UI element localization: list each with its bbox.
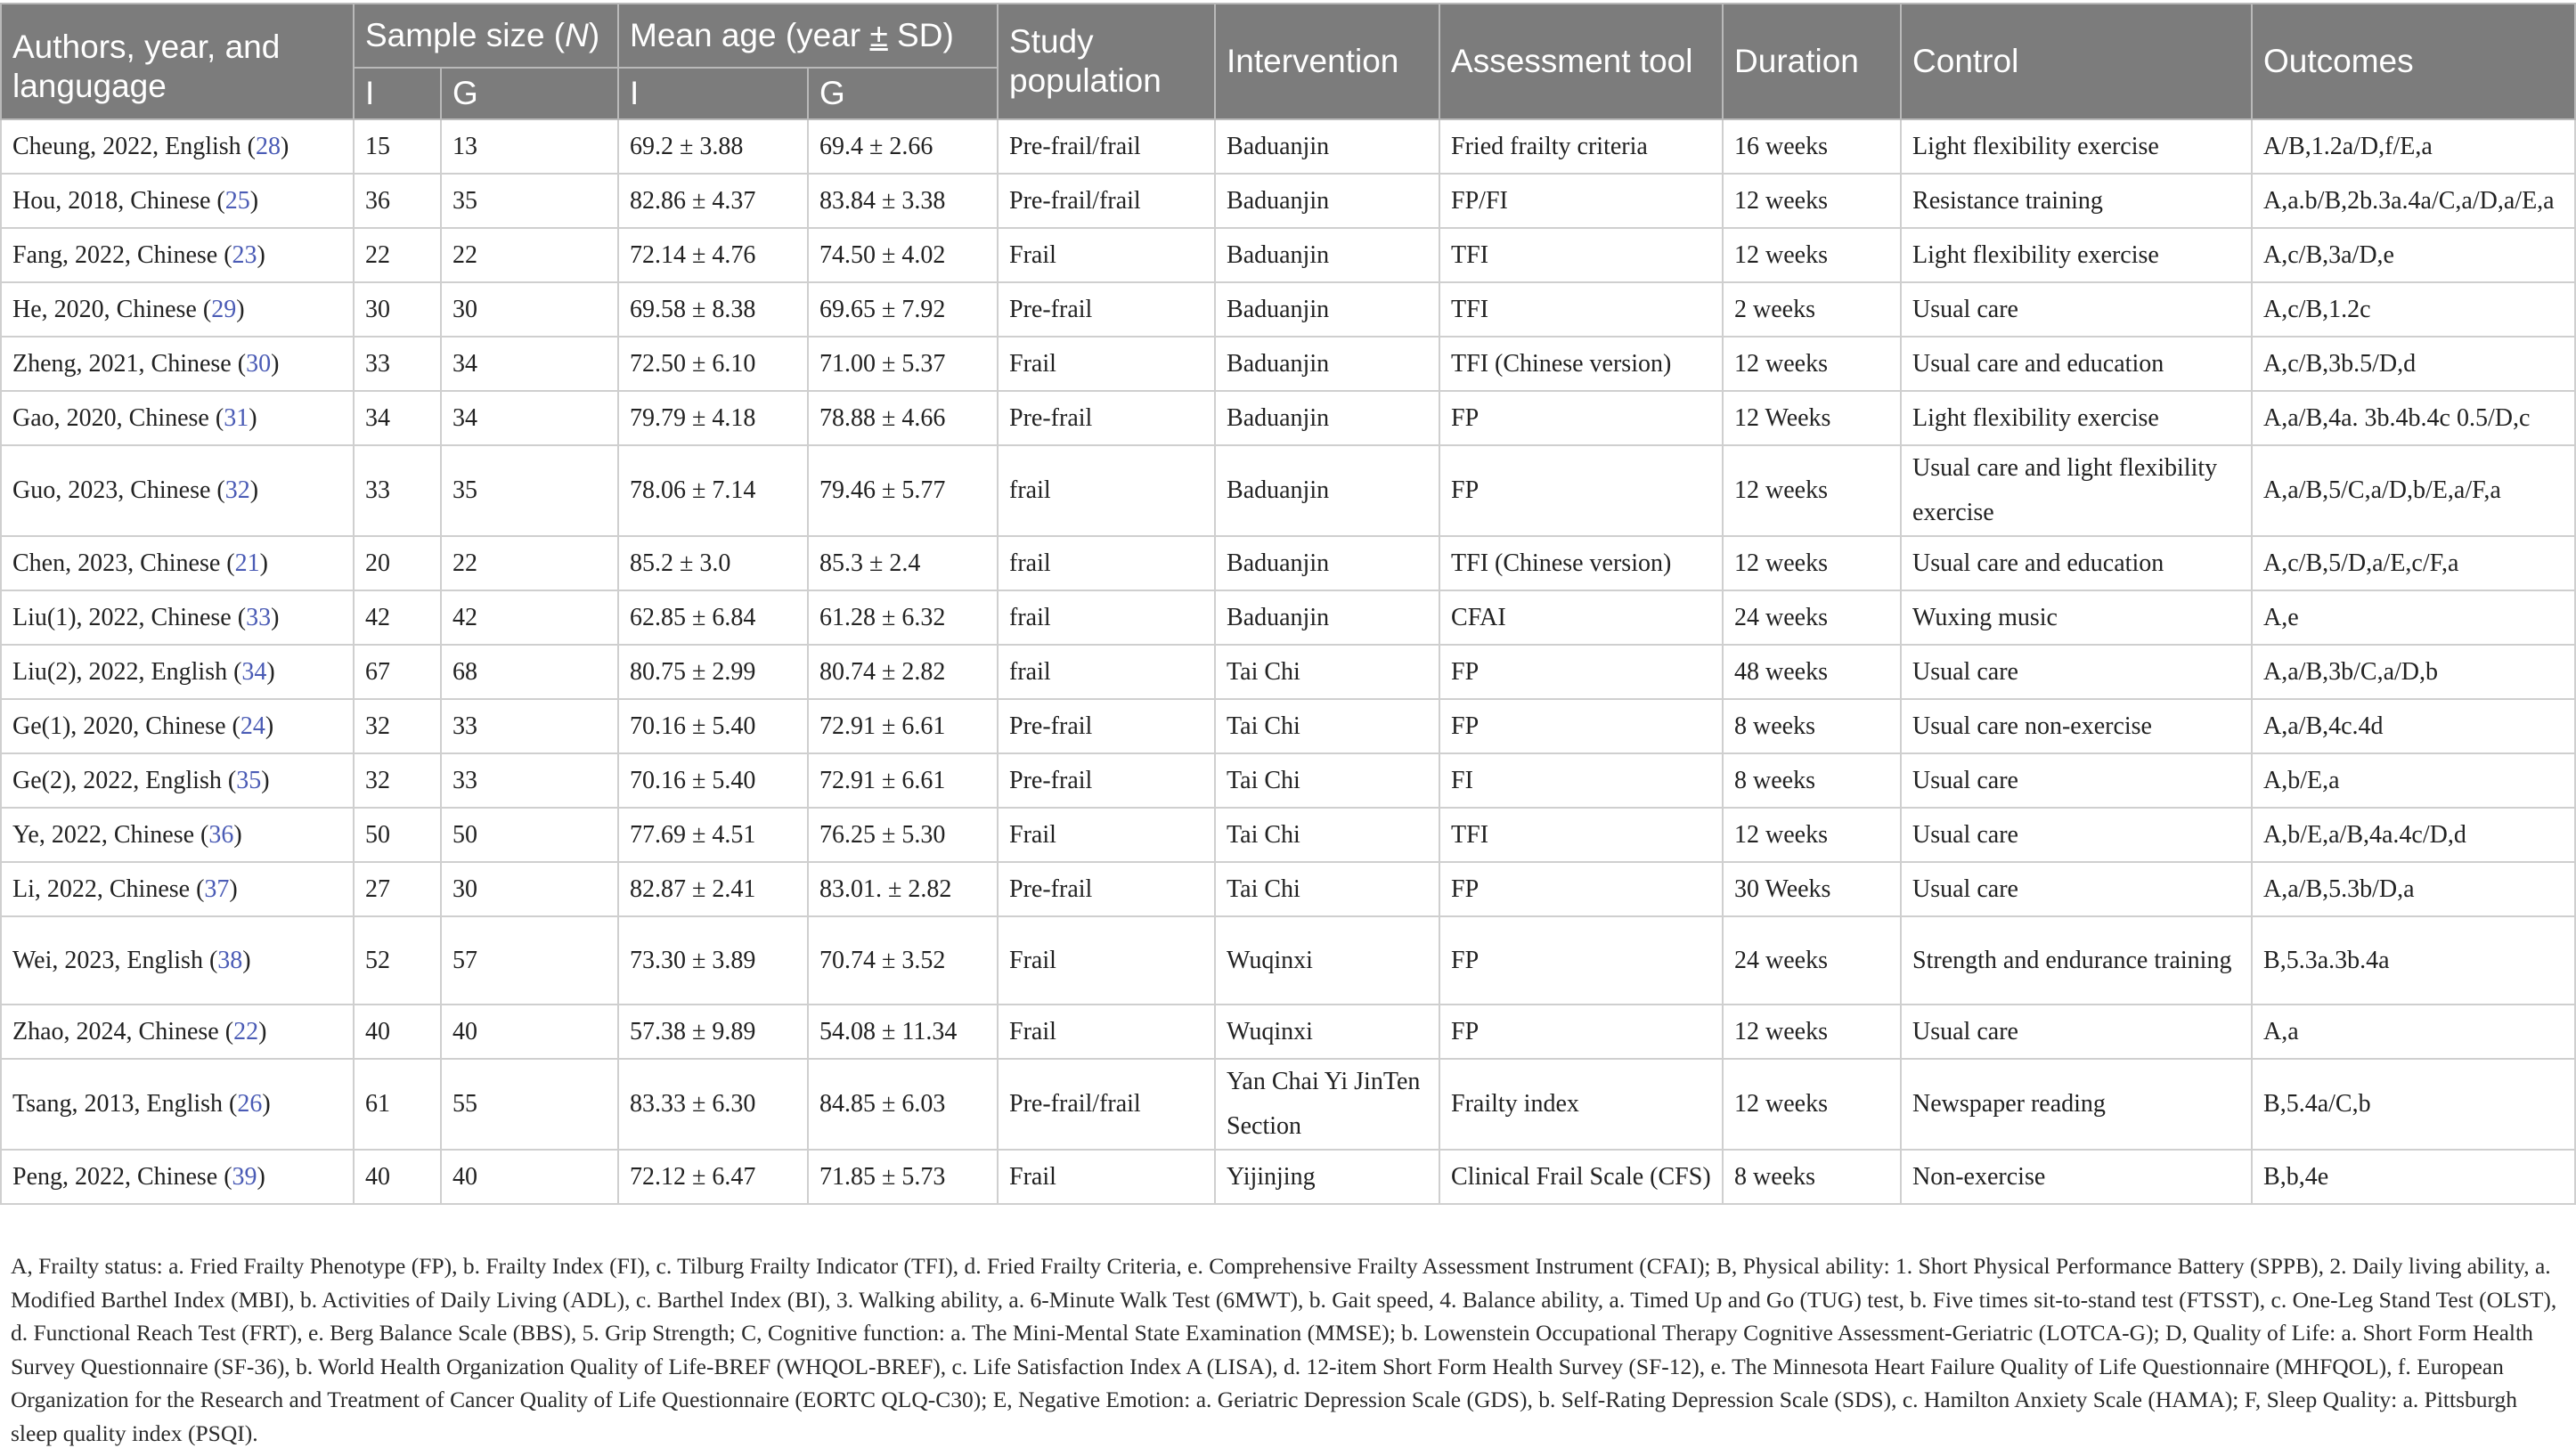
cell-author: Hou, 2018, Chinese (25) (1, 174, 354, 228)
reference-link[interactable]: 36 (208, 820, 234, 849)
cell-outcomes: A/B,1.2a/D,f/E,a (2252, 119, 2575, 174)
header-sample-size-suffix: ) (588, 17, 600, 53)
cell-age-control: 71.85 ± 5.73 (808, 1150, 998, 1204)
cell-age-intervention: 70.16 ± 5.40 (618, 699, 808, 753)
cell-duration: 12 weeks (1723, 1059, 1901, 1150)
cell-assessment-tool: TFI (Chinese version) (1439, 337, 1723, 391)
table-row (1, 916, 2575, 1005)
cell-n-intervention: 20 (354, 536, 441, 590)
cell-duration: 8 weeks (1723, 699, 1901, 753)
cell-age-intervention: 57.38 ± 9.89 (618, 1005, 808, 1059)
cell-control: Usual care and education (1901, 337, 2252, 391)
cell-author: Liu(1), 2022, Chinese (33) (1, 590, 354, 645)
cell-population: frail (998, 536, 1215, 590)
cell-author: Zhao, 2024, Chinese (22) (1, 1005, 354, 1059)
table-row (1, 337, 2575, 391)
cell-control: Usual care non-exercise (1901, 699, 2252, 753)
cell-assessment-tool: TFI (Chinese version) (1439, 536, 1723, 590)
cell-control: Usual care (1901, 862, 2252, 916)
header-sub-g-age: G (808, 68, 998, 119)
table-row (1, 445, 2575, 536)
reference-link[interactable]: 33 (246, 603, 272, 631)
cell-outcomes: A,a/B,4c.4d (2252, 699, 2575, 753)
cell-age-intervention: 72.50 ± 6.10 (618, 337, 808, 391)
cell-duration: 12 weeks (1723, 337, 1901, 391)
cell-age-intervention: 62.85 ± 6.84 (618, 590, 808, 645)
cell-n-control: 40 (441, 1150, 618, 1204)
cell-population: Frail (998, 1005, 1215, 1059)
cell-n-intervention: 33 (354, 445, 441, 536)
cell-population: Pre-frail (998, 753, 1215, 808)
cell-n-intervention: 15 (354, 119, 441, 174)
author-text: Li, 2022, Chinese ( (12, 874, 205, 903)
cell-population: Pre-frail/frail (998, 174, 1215, 228)
cell-control: Newspaper reading (1901, 1059, 2252, 1150)
cell-age-control: 70.74 ± 3.52 (808, 916, 998, 1005)
cell-assessment-tool: FP (1439, 445, 1723, 536)
cell-author: Li, 2022, Chinese (37) (1, 862, 354, 916)
cell-age-control: 74.50 ± 4.02 (808, 228, 998, 282)
cell-outcomes: A,a/B,5.3b/D,a (2252, 862, 2575, 916)
header-mean-age (618, 4, 998, 68)
cell-n-intervention: 36 (354, 174, 441, 228)
cell-n-control: 22 (441, 228, 618, 282)
author-text: Hou, 2018, Chinese ( (12, 186, 225, 215)
table-row (1, 645, 2575, 699)
cell-outcomes: A,c/B,3a/D,e (2252, 228, 2575, 282)
author-text: Cheung, 2022, English ( (12, 132, 256, 160)
cell-assessment-tool: TFI (1439, 282, 1723, 337)
cell-assessment-tool: FP (1439, 391, 1723, 445)
reference-link[interactable]: 31 (224, 403, 249, 432)
cell-control: Usual care (1901, 282, 2252, 337)
cell-intervention: Baduanjin (1215, 282, 1439, 337)
header-intervention: Intervention (1215, 4, 1439, 119)
cell-outcomes: A,e (2252, 590, 2575, 645)
cell-age-control: 83.01. ± 2.82 (808, 862, 998, 916)
cell-duration: 2 weeks (1723, 282, 1901, 337)
header-sample-size (354, 4, 618, 68)
cell-age-intervention: 82.86 ± 4.37 (618, 174, 808, 228)
cell-n-control: 34 (441, 391, 618, 445)
cell-assessment-tool: Frailty index (1439, 1059, 1723, 1150)
cell-n-control: 22 (441, 536, 618, 590)
cell-n-control: 40 (441, 1005, 618, 1059)
cell-population: Frail (998, 337, 1215, 391)
cell-author: Cheung, 2022, English (28) (1, 119, 354, 174)
cell-assessment-tool: Clinical Frail Scale (CFS) (1439, 1150, 1723, 1204)
cell-control: Strength and endurance training (1901, 916, 2252, 1005)
cell-population: Pre-frail (998, 282, 1215, 337)
cell-assessment-tool: FP (1439, 699, 1723, 753)
table-row (1, 228, 2575, 282)
header-sample-size-n: N (565, 17, 589, 53)
cell-n-intervention: 34 (354, 391, 441, 445)
author-text: Guo, 2023, Chinese ( (12, 476, 225, 504)
cell-age-control: 80.74 ± 2.82 (808, 645, 998, 699)
reference-link[interactable]: 28 (256, 132, 281, 160)
cell-age-control: 69.4 ± 2.66 (808, 119, 998, 174)
author-text: Gao, 2020, Chinese ( (12, 403, 224, 432)
reference-link[interactable]: 30 (246, 349, 272, 378)
cell-assessment-tool: FP (1439, 862, 1723, 916)
cell-outcomes: A,c/B,3b.5/D,d (2252, 337, 2575, 391)
cell-outcomes: B,5.4a/C,b (2252, 1059, 2575, 1150)
cell-control: Usual care and light flexibility exercise (1901, 445, 2252, 536)
reference-link[interactable]: 34 (241, 657, 267, 686)
cell-author: Peng, 2022, Chinese (39) (1, 1150, 354, 1204)
cell-n-control: 13 (441, 119, 618, 174)
cell-control: Usual care (1901, 808, 2252, 862)
cell-n-control: 50 (441, 808, 618, 862)
cell-population: Pre-frail (998, 699, 1215, 753)
author-text: Zheng, 2021, Chinese ( (12, 349, 247, 378)
author-text: Peng, 2022, Chinese ( (12, 1162, 232, 1191)
cell-age-control: 85.3 ± 2.4 (808, 536, 998, 590)
cell-age-intervention: 72.12 ± 6.47 (618, 1150, 808, 1204)
table-row (1, 808, 2575, 862)
cell-age-intervention: 73.30 ± 3.89 (618, 916, 808, 1005)
table-body (1, 119, 2575, 1204)
cell-intervention: Tai Chi (1215, 699, 1439, 753)
cell-n-control: 33 (441, 753, 618, 808)
cell-duration: 12 weeks (1723, 536, 1901, 590)
cell-outcomes: A,c/B,5/D,a/E,c/F,a (2252, 536, 2575, 590)
author-text: Ge(2), 2022, English ( (12, 766, 237, 794)
cell-intervention: Tai Chi (1215, 862, 1439, 916)
cell-control: Light flexibility exercise (1901, 228, 2252, 282)
author-text: Liu(2), 2022, English ( (12, 657, 242, 686)
reference-link[interactable]: 24 (240, 712, 265, 740)
cell-age-intervention: 78.06 ± 7.14 (618, 445, 808, 536)
cell-author: Wei, 2023, English (38) (1, 916, 354, 1005)
reference-link[interactable]: 21 (234, 549, 260, 577)
author-text: Zhao, 2024, Chinese ( (12, 1017, 234, 1045)
cell-intervention: Baduanjin (1215, 391, 1439, 445)
table-row (1, 536, 2575, 590)
cell-control: Resistance training (1901, 174, 2252, 228)
cell-age-control: 78.88 ± 4.66 (808, 391, 998, 445)
cell-age-intervention: 69.58 ± 8.38 (618, 282, 808, 337)
author-text: He, 2020, Chinese ( (12, 295, 212, 323)
table-row (1, 753, 2575, 808)
cell-intervention: Yan Chai Yi JinTen Section (1215, 1059, 1439, 1150)
header-authors: Authors, year, and langugage (1, 4, 354, 119)
cell-author: Gao, 2020, Chinese (31) (1, 391, 354, 445)
cell-n-control: 68 (441, 645, 618, 699)
cell-assessment-tool: FP (1439, 1005, 1723, 1059)
cell-n-control: 30 (441, 282, 618, 337)
cell-assessment-tool: TFI (1439, 228, 1723, 282)
cell-n-intervention: 33 (354, 337, 441, 391)
cell-intervention: Baduanjin (1215, 590, 1439, 645)
cell-author: Ge(2), 2022, English (35) (1, 753, 354, 808)
cell-duration: 8 weeks (1723, 1150, 1901, 1204)
cell-outcomes: A,a/B,4a. 3b.4b.4c 0.5/D,c (2252, 391, 2575, 445)
cell-control: Usual care and education (1901, 536, 2252, 590)
cell-assessment-tool: FP (1439, 916, 1723, 1005)
cell-author: He, 2020, Chinese (29) (1, 282, 354, 337)
cell-outcomes: A,b/E,a (2252, 753, 2575, 808)
cell-duration: 12 weeks (1723, 445, 1901, 536)
author-text: Fang, 2022, Chinese ( (12, 240, 232, 269)
header-mean-age-suffix: SD) (887, 17, 954, 53)
cell-duration: 12 weeks (1723, 174, 1901, 228)
cell-intervention: Yijinjing (1215, 1150, 1439, 1204)
cell-age-intervention: 69.2 ± 3.88 (618, 119, 808, 174)
cell-n-intervention: 67 (354, 645, 441, 699)
cell-n-control: 34 (441, 337, 618, 391)
cell-age-intervention: 80.75 ± 2.99 (618, 645, 808, 699)
cell-intervention: Tai Chi (1215, 645, 1439, 699)
cell-age-control: 72.91 ± 6.61 (808, 753, 998, 808)
cell-assessment-tool: FP (1439, 645, 1723, 699)
cell-intervention: Tai Chi (1215, 808, 1439, 862)
cell-assessment-tool: TFI (1439, 808, 1723, 862)
cell-age-control: 84.85 ± 6.03 (808, 1059, 998, 1150)
cell-age-control: 71.00 ± 5.37 (808, 337, 998, 391)
cell-intervention: Baduanjin (1215, 174, 1439, 228)
cell-age-intervention: 77.69 ± 4.51 (618, 808, 808, 862)
table-row (1, 590, 2575, 645)
header-assessment: Assessment tool (1439, 4, 1723, 119)
cell-age-intervention: 79.79 ± 4.18 (618, 391, 808, 445)
author-text: Wei, 2023, English ( (12, 946, 218, 974)
cell-outcomes: A,a/B,5/C,a/D,b/E,a/F,a (2252, 445, 2575, 536)
cell-author: Guo, 2023, Chinese (32) (1, 445, 354, 536)
reference-link[interactable]: 39 (232, 1162, 257, 1191)
cell-age-intervention: 85.2 ± 3.0 (618, 536, 808, 590)
cell-assessment-tool: FI (1439, 753, 1723, 808)
cell-control: Usual care (1901, 645, 2252, 699)
header-mean-age-pm: ± (869, 17, 888, 53)
cell-control: Non-exercise (1901, 1150, 2252, 1204)
reference-link[interactable]: 25 (224, 186, 250, 215)
author-text: Ge(1), 2020, Chinese ( (12, 712, 240, 740)
reference-link[interactable]: 26 (237, 1090, 263, 1118)
cell-duration: 24 weeks (1723, 590, 1901, 645)
cell-duration: 16 weeks (1723, 119, 1901, 174)
header-control: Control (1901, 4, 2252, 119)
reference-link[interactable]: 38 (217, 946, 243, 974)
reference-link[interactable]: 32 (224, 476, 250, 504)
cell-outcomes: B,b,4e (2252, 1150, 2575, 1204)
cell-control: Light flexibility exercise (1901, 391, 2252, 445)
cell-outcomes: A,a/B,3b/C,a/D,b (2252, 645, 2575, 699)
cell-n-intervention: 30 (354, 282, 441, 337)
reference-link[interactable]: 23 (232, 240, 257, 269)
cell-population: Pre-frail (998, 391, 1215, 445)
cell-duration: 8 weeks (1723, 753, 1901, 808)
cell-intervention: Tai Chi (1215, 753, 1439, 808)
header-sample-size-prefix: Sample size ( (365, 17, 566, 53)
cell-intervention: Baduanjin (1215, 228, 1439, 282)
header-sub-i: I (354, 68, 441, 119)
table-row (1, 391, 2575, 445)
author-text: Liu(1), 2022, Chinese ( (12, 603, 247, 631)
cell-intervention: Baduanjin (1215, 536, 1439, 590)
cell-author: Ge(1), 2020, Chinese (24) (1, 699, 354, 753)
cell-n-control: 57 (441, 916, 618, 1005)
cell-population: frail (998, 445, 1215, 536)
header-sub-i-age: I (618, 68, 808, 119)
cell-assessment-tool: Fried frailty criteria (1439, 119, 1723, 174)
table-row (1, 1005, 2575, 1059)
cell-n-intervention: 52 (354, 916, 441, 1005)
cell-intervention: Wuqinxi (1215, 916, 1439, 1005)
cell-n-control: 35 (441, 445, 618, 536)
cell-n-intervention: 22 (354, 228, 441, 282)
cell-age-control: 79.46 ± 5.77 (808, 445, 998, 536)
reference-link[interactable]: 37 (204, 874, 230, 903)
cell-n-control: 55 (441, 1059, 618, 1150)
cell-control: Light flexibility exercise (1901, 119, 2252, 174)
cell-age-intervention: 83.33 ± 6.30 (618, 1059, 808, 1150)
cell-n-intervention: 40 (354, 1005, 441, 1059)
cell-duration: 12 Weeks (1723, 391, 1901, 445)
cell-duration: 24 weeks (1723, 916, 1901, 1005)
cell-n-control: 42 (441, 590, 618, 645)
cell-n-intervention: 27 (354, 862, 441, 916)
cell-age-control: 72.91 ± 6.61 (808, 699, 998, 753)
header-outcomes: Outcomes (2252, 4, 2575, 119)
table-footnote: A, Frailty status: a. Fried Frailty Phenotype (FP), b. Frailty Index (FI), c. Tilburg Frailty Indicator (TFI), d. Fried Frailty Criteria, e. Comprehensive Frailty Assessment Instrument (CFAI); B, Physical ability: 1. Short Physical Performance Battery (SPPB), 2. Daily living ability, a. Modified Barthel Index (MBI), b. Activities of Daily Living (ADL), c. Barthel Index (BI), 3. Walking ability, a. 6-Minute Walk Test (6MWT), b. Gait speed, 4. Balance ability, a. Timed Up and Go (TUG) test, b. Five times sit-to-stand test (FTSST), c. One-Leg Stand Test (OLST), d. Functional Reach Test (FRT), e. Berg Balance Scale (BBS), 5. Grip Strength; C, Cognitive function: a. The Mini-Mental State Examination (MMSE); b. Lowenstein Occupational Therapy Cognitive Assessment-Geriatric (LOTCA-G); D, Quality of Life: a. Short Form Health Survey Questionnaire (SF-36), b. World Health Organization Quality of Life-BREF (WHQOL-BREF), c. Life Satisfaction Index A (LISA), d. 12-item Short Form Health Survey (SF-12), e. The Minnesota Heart Failure Quality of Life Questionnaire (MHFQOL), f. European Organization for the Research and Treatment of Cancer Quality of Life Questionnaire (EORTC QLQ-C30); E, Negative Emotion: a. Geriatric Depression Scale (GDS), b. Self-Rating Depression Scale (SDS), c. Hamilton Anxiety Scale (HAMA); F, Sleep Quality: a. Pittsburgh sleep quality index (PSQI). (11, 1253, 2557, 1446)
cell-n-intervention: 50 (354, 808, 441, 862)
cell-n-intervention: 42 (354, 590, 441, 645)
cell-n-control: 33 (441, 699, 618, 753)
cell-n-control: 30 (441, 862, 618, 916)
cell-population: Frail (998, 228, 1215, 282)
table-row (1, 174, 2575, 228)
header-duration: Duration (1723, 4, 1901, 119)
cell-n-intervention: 61 (354, 1059, 441, 1150)
cell-intervention: Wuqinxi (1215, 1005, 1439, 1059)
cell-assessment-tool: CFAI (1439, 590, 1723, 645)
cell-duration: 12 weeks (1723, 228, 1901, 282)
cell-duration: 48 weeks (1723, 645, 1901, 699)
cell-population: Pre-frail (998, 862, 1215, 916)
cell-intervention: Baduanjin (1215, 445, 1439, 536)
reference-link[interactable]: 35 (236, 766, 262, 794)
cell-duration: 30 Weeks (1723, 862, 1901, 916)
table-row (1, 862, 2575, 916)
author-text: Chen, 2023, Chinese ( (12, 549, 235, 577)
cell-population: Frail (998, 916, 1215, 1005)
cell-assessment-tool: FP/FI (1439, 174, 1723, 228)
table-row (1, 1150, 2575, 1204)
cell-population: Frail (998, 808, 1215, 862)
cell-intervention: Baduanjin (1215, 119, 1439, 174)
cell-author: Liu(2), 2022, English (34) (1, 645, 354, 699)
cell-outcomes: A,c/B,1.2c (2252, 282, 2575, 337)
cell-n-control: 35 (441, 174, 618, 228)
cell-age-control: 54.08 ± 11.34 (808, 1005, 998, 1059)
cell-age-control: 61.28 ± 6.32 (808, 590, 998, 645)
cell-age-control: 69.65 ± 7.92 (808, 282, 998, 337)
cell-population: frail (998, 645, 1215, 699)
author-text: Ye, 2022, Chinese ( (12, 820, 209, 849)
cell-outcomes: A,b/E,a/B,4a.4c/D,d (2252, 808, 2575, 862)
table-row (1, 1059, 2575, 1150)
cell-outcomes: A,a (2252, 1005, 2575, 1059)
reference-link[interactable]: 22 (233, 1017, 259, 1045)
table-row (1, 282, 2575, 337)
cell-outcomes: B,5.3a.3b.4a (2252, 916, 2575, 1005)
cell-duration: 12 weeks (1723, 808, 1901, 862)
table-row (1, 699, 2575, 753)
author-text: Tsang, 2013, English ( (12, 1090, 238, 1118)
cell-age-control: 83.84 ± 3.38 (808, 174, 998, 228)
cell-author: Zheng, 2021, Chinese (30) (1, 337, 354, 391)
reference-link[interactable]: 29 (211, 295, 237, 323)
cell-control: Usual care (1901, 753, 2252, 808)
cell-intervention: Baduanjin (1215, 337, 1439, 391)
cell-author: Chen, 2023, Chinese (21) (1, 536, 354, 590)
cell-author: Tsang, 2013, English (26) (1, 1059, 354, 1150)
header-sub-g: G (441, 68, 618, 119)
cell-control: Usual care (1901, 1005, 2252, 1059)
cell-author: Ye, 2022, Chinese (36) (1, 808, 354, 862)
header-mean-age-prefix: Mean age (year (630, 17, 870, 53)
cell-population: Pre-frail/frail (998, 119, 1215, 174)
cell-outcomes: A,a.b/B,2b.3a.4a/C,a/D,a/E,a (2252, 174, 2575, 228)
header-population: Study population (998, 4, 1215, 119)
cell-population: frail (998, 590, 1215, 645)
table-header (1, 4, 2575, 119)
cell-n-intervention: 32 (354, 699, 441, 753)
cell-age-intervention: 72.14 ± 4.76 (618, 228, 808, 282)
cell-n-intervention: 40 (354, 1150, 441, 1204)
cell-duration: 12 weeks (1723, 1005, 1901, 1059)
cell-age-intervention: 70.16 ± 5.40 (618, 753, 808, 808)
cell-author: Fang, 2022, Chinese (23) (1, 228, 354, 282)
cell-population: Pre-frail/frail (998, 1059, 1215, 1150)
cell-age-control: 76.25 ± 5.30 (808, 808, 998, 862)
cell-population: Frail (998, 1150, 1215, 1204)
study-characteristics-table (0, 3, 2576, 1205)
cell-control: Wuxing music (1901, 590, 2252, 645)
cell-n-intervention: 32 (354, 753, 441, 808)
cell-age-intervention: 82.87 ± 2.41 (618, 862, 808, 916)
table-row (1, 119, 2575, 174)
